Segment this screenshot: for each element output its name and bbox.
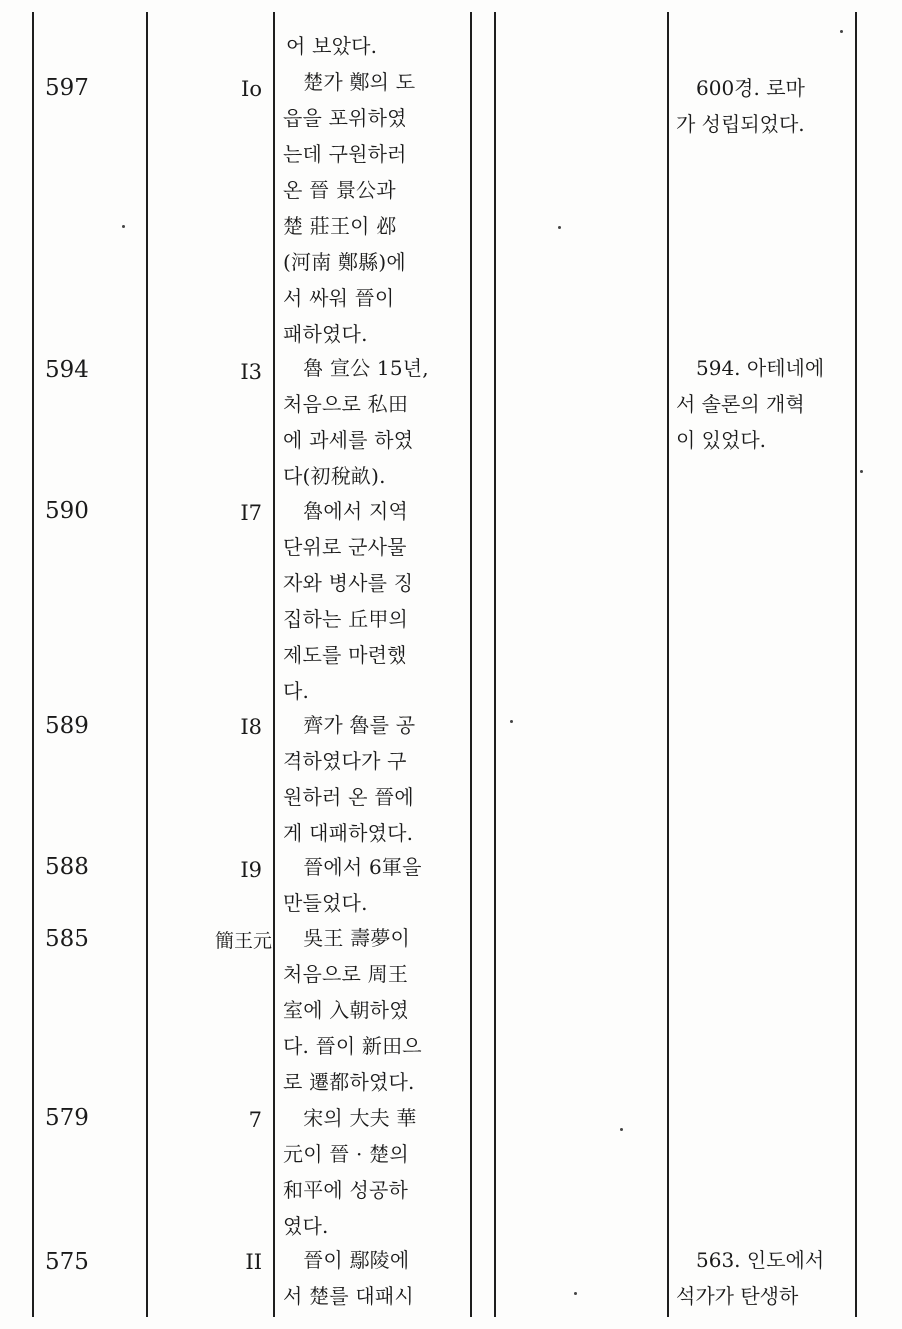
year-cell: 575 bbox=[45, 1249, 89, 1275]
year-cell: 588 bbox=[45, 854, 89, 880]
year-cell: 589 bbox=[45, 713, 89, 739]
event-line: 원하러 온 晉에 bbox=[283, 785, 414, 809]
world-event-line: 594. 아테네에 bbox=[676, 356, 825, 380]
scan-speck bbox=[510, 720, 513, 723]
event-line: 로 遷都하였다. bbox=[283, 1070, 415, 1094]
event-line: 魯 宣公 15년, bbox=[283, 356, 429, 380]
event-line: 격하였다가 구 bbox=[283, 749, 407, 773]
event-line: 제도를 마련했 bbox=[283, 643, 407, 667]
event-line: 宋의 大夫 華 bbox=[283, 1106, 417, 1130]
world-event-line: 서 솔론의 개혁 bbox=[676, 392, 805, 416]
reign-year-cell: I3 bbox=[240, 360, 262, 384]
column-divider-1 bbox=[146, 12, 148, 1317]
column-divider-5 bbox=[667, 12, 669, 1317]
left-border-line bbox=[32, 12, 34, 1317]
scan-speck bbox=[574, 1292, 577, 1295]
event-line: 晉에서 6軍을 bbox=[283, 855, 422, 879]
event-line: 집하는 丘甲의 bbox=[283, 607, 409, 631]
reign-year-cell: Io bbox=[241, 77, 262, 101]
event-line: 齊가 魯를 공 bbox=[283, 713, 416, 737]
scan-speck bbox=[620, 1128, 623, 1131]
event-line: 처음으로 周王 bbox=[283, 962, 409, 986]
right-border-line bbox=[855, 12, 857, 1317]
year-cell: 585 bbox=[45, 926, 89, 952]
event-line: 는데 구원하러 bbox=[283, 142, 407, 166]
event-line: 였다. bbox=[283, 1214, 329, 1238]
event-line: 晉이 鄢陵에 bbox=[283, 1248, 410, 1272]
reign-year-cell: I7 bbox=[240, 501, 262, 525]
event-line: 다. bbox=[283, 679, 310, 703]
event-line: 魯에서 지역 bbox=[283, 499, 409, 523]
scan-speck bbox=[840, 30, 843, 33]
year-cell: 594 bbox=[45, 357, 89, 383]
event-line: 처음으로 私田 bbox=[283, 392, 409, 416]
year-cell: 579 bbox=[45, 1105, 89, 1131]
event-line: (河南 鄭縣)에 bbox=[283, 250, 406, 274]
world-event-line: 가 성립되었다. bbox=[676, 112, 805, 136]
event-line: 온 晉 景公과 bbox=[283, 178, 396, 202]
scan-speck bbox=[558, 226, 561, 229]
column-divider-2 bbox=[273, 12, 275, 1317]
event-line: 패하였다. bbox=[283, 322, 368, 346]
event-line: 다(初稅畝). bbox=[283, 464, 386, 488]
reign-year-cell: 簡王元 bbox=[214, 930, 272, 952]
world-event-line: 600경. 로마 bbox=[676, 76, 805, 100]
event-line: 楚 莊王이 邲 bbox=[283, 214, 397, 238]
event-line: 만들었다. bbox=[283, 891, 368, 915]
year-cell: 597 bbox=[45, 75, 89, 101]
event-line: 室에 入朝하였 bbox=[283, 998, 409, 1022]
reign-year-cell: I8 bbox=[240, 715, 262, 739]
event-line: 和平에 성공하 bbox=[283, 1178, 409, 1202]
event-line: 서 싸워 晉이 bbox=[283, 286, 395, 310]
column-divider-3 bbox=[470, 12, 472, 1317]
event-line: 에 과세를 하였 bbox=[283, 428, 414, 452]
world-event-line: 석가가 탄생하 bbox=[676, 1284, 799, 1308]
reign-year-cell: 7 bbox=[248, 1108, 262, 1132]
scan-speck bbox=[122, 225, 125, 228]
event-line: 자와 병사를 징 bbox=[283, 571, 414, 595]
year-cell: 590 bbox=[45, 498, 89, 524]
event-line: 서 楚를 대패시 bbox=[283, 1284, 414, 1308]
event-line: 다. 晉이 新田으 bbox=[283, 1034, 422, 1058]
event-line: 吳王 壽夢이 bbox=[283, 926, 411, 950]
event-line: 게 대패하였다. bbox=[283, 821, 414, 845]
event-line: 元이 晉 · 楚의 bbox=[283, 1142, 409, 1166]
column-divider-4 bbox=[494, 12, 496, 1317]
world-event-line: 563. 인도에서 bbox=[676, 1248, 825, 1272]
reign-year-cell: II bbox=[245, 1250, 262, 1274]
event-line: 단위로 군사물 bbox=[283, 535, 407, 559]
scan-speck bbox=[860, 470, 863, 473]
continuation-text: 어 보았다. bbox=[286, 34, 378, 58]
reign-year-cell: I9 bbox=[240, 858, 262, 882]
event-line: 楚가 鄭의 도 bbox=[283, 70, 416, 94]
event-line: 읍을 포위하였 bbox=[283, 106, 407, 130]
world-event-line: 이 있었다. bbox=[676, 428, 766, 452]
